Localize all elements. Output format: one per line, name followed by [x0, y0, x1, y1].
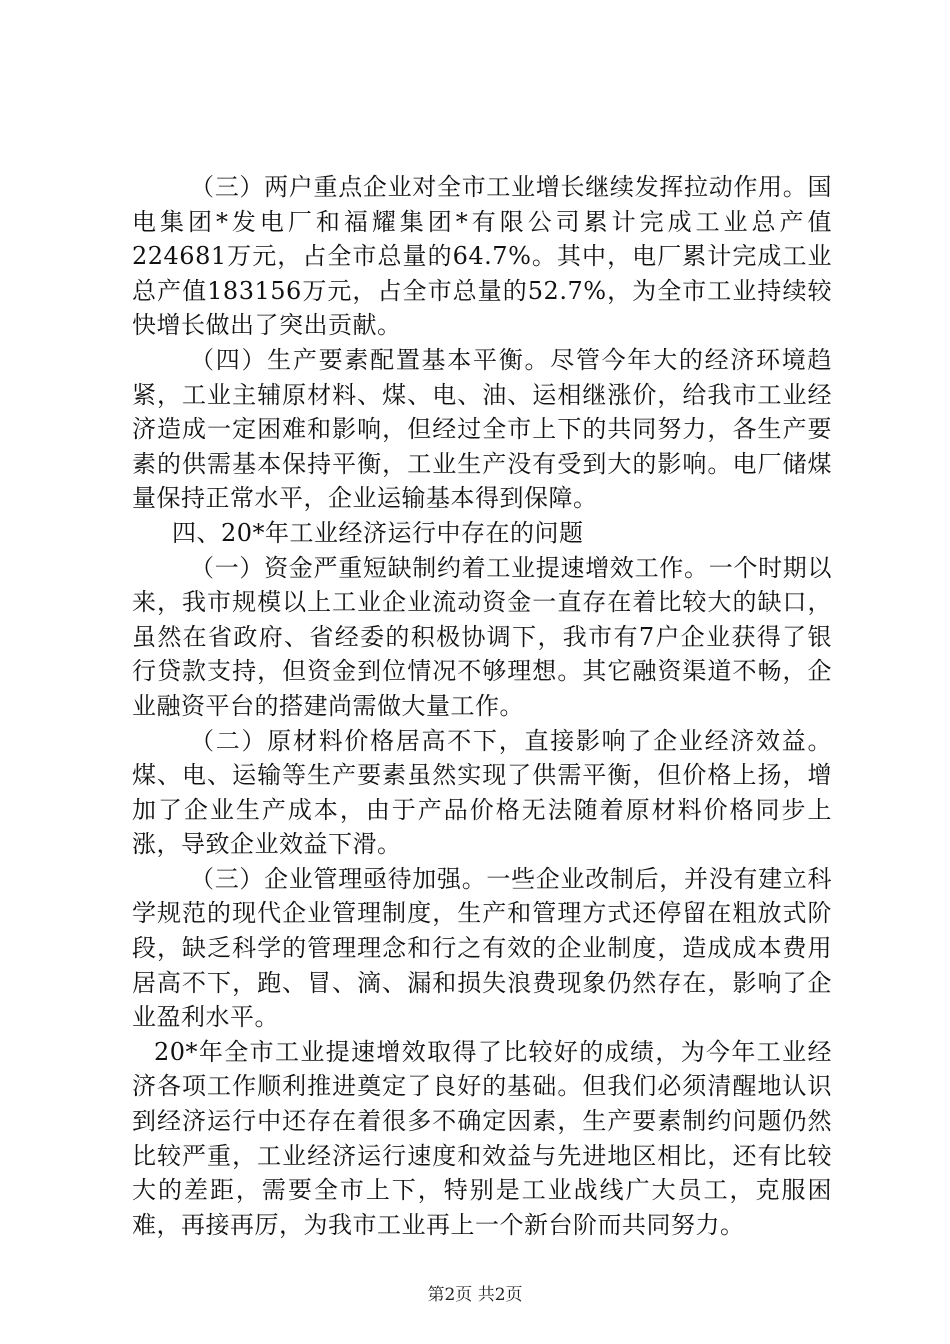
paragraph-funding-shortage: （一）资金严重短缺制约着工业提速增效工作。一个时期以来，我市规模以上工业企业流动资金一直存在着比较大的缺口，虽然在省政府、省经委的积极协调下，我市有7户企业获得了银行贷款支持，但资金到位情况不够理想。其它融资渠道不畅，企业融资平台的搭建尚需做大量工作。: [132, 553, 832, 720]
paragraph-key-enterprises: （三）两户重点企业对全市工业增长继续发挥拉动作用。国电集团*发电厂和福耀集团*有限公司累计完成工业总产值224681万元，占全市总量的64.7%。其中，电厂累计完成工业总产值183156万元，占全市总量的52.7%，为全市工业持续较快增长做出了突出贡献。: [132, 173, 832, 340]
page-number-label: 第2页 共2页: [427, 1285, 523, 1305]
page-footer: [0, 1284, 950, 1306]
section-heading-problems: 四、20*年工业经济运行中存在的问题: [172, 518, 584, 547]
paragraph-conclusion: 20*年全市工业提速增效取得了比较好的成绩，为今年工业经济各项工作顺利推进奠定了良好的基础。但我们必须清醒地认识到经济运行中还存在着很多不确定因素，生产要素制约问题仍然比较严重，工业经济运行速度和效益与先进地区相比，还有比较大的差距，需要全市上下，特别是工业战线广大员工，克服困难，再接再厉，为我市工业再上一个新台阶而共同努力。: [132, 1037, 832, 1239]
paragraph-enterprise-management: （三）企业管理亟待加强。一些企业改制后，并没有建立科学规范的现代企业管理制度，生产和管理方式还停留在粗放式阶段，缺乏科学的管理理念和行之有效的企业制度，造成成本费用居高不下，跑、冒、滴、漏和损失浪费现象仍然存在，影响了企业盈利水平。: [132, 864, 832, 1032]
paragraph-production-factors: （四）生产要素配置基本平衡。尽管今年大的经济环境趋紧，工业主辅原材料、煤、电、油、运相继涨价，给我市工业经济造成一定困难和影响，但经过全市上下的共同努力，各生产要素的供需基本保持平衡，工业生产没有受到大的影响。电厂储煤量保持正常水平，企业运输基本得到保障。: [132, 345, 832, 513]
paragraph-raw-material-prices: （二）原材料价格居高不下，直接影响了企业经济效益。煤、电、运输等生产要素虽然实现了供需平衡，但价格上扬，增加了企业生产成本，由于产品价格无法随着原材料价格同步上涨，导致企业效益下滑。: [132, 726, 832, 859]
document-body: [132, 170, 832, 1242]
